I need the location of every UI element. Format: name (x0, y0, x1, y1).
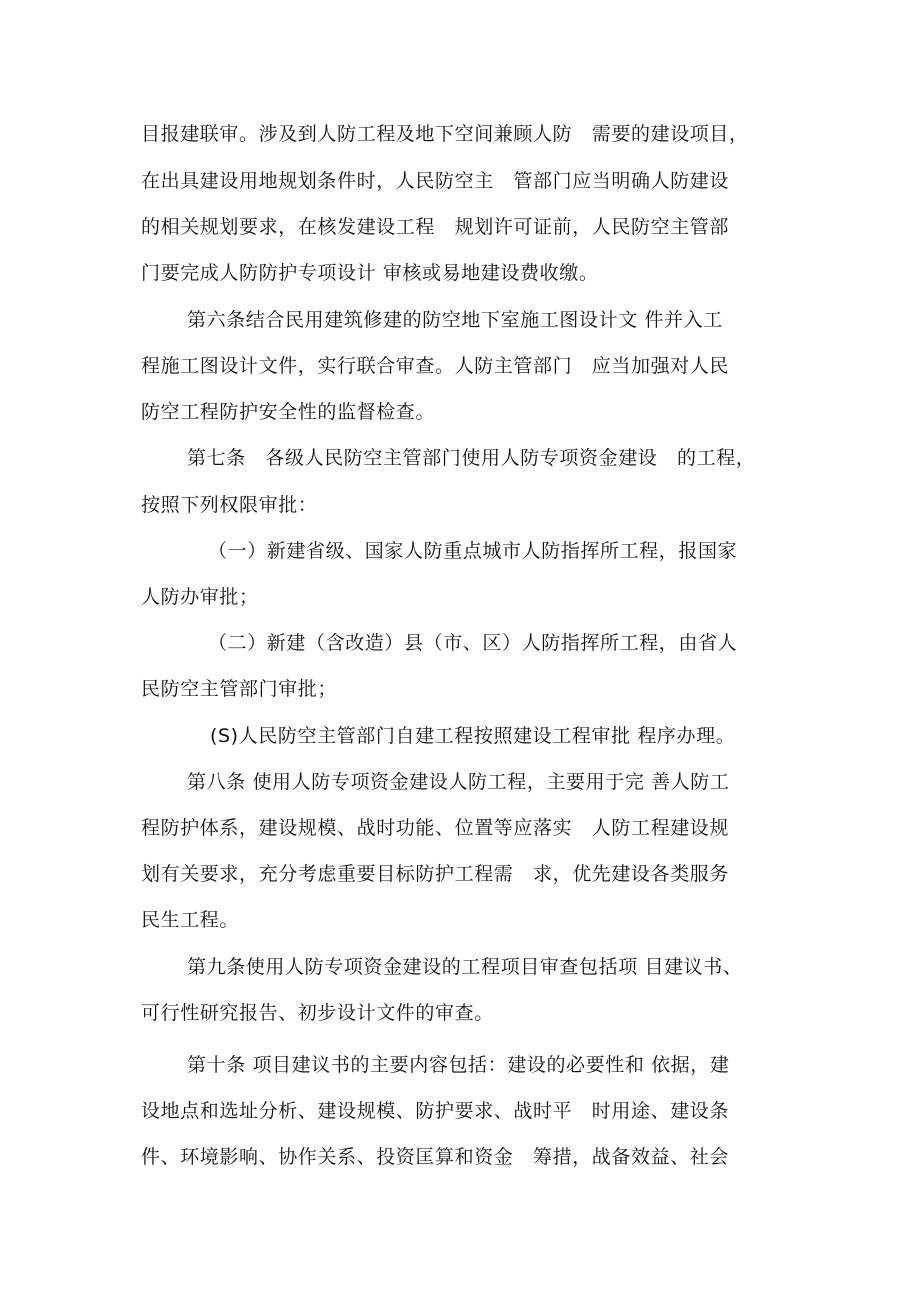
text-line: 目报建联审。涉及到人防工程及地下空间兼顾人防 需要的建设项目， (141, 123, 749, 145)
text-line: （二）新建（含改造）县（市、区）人防指挥所工程，由省人 (208, 632, 738, 654)
text-line: 划有关要求，充分考虑重要目标防护工程需 求，优先建设各类服务 (141, 863, 730, 885)
text-line: 门要完成人防防护专项设计 审核或易地建设费收缴。 (141, 262, 599, 284)
text-line: 第九条使用人防专项资金建设的工程项目审查包括项 目建议书、 (187, 956, 743, 978)
text-line: 可行性研究报告、初步设计文件的审查。 (141, 1002, 494, 1024)
text-line: (S)人民防空主管部门自建工程按照建设工程审批 程序办理。 (210, 725, 736, 747)
text-line: （一）新建省级、国家人防重点城市人防指挥所工程，报国家 (208, 540, 738, 562)
text-line: 在出具建设用地规划条件时，人民防空主 管部门应当明确人防建设 (141, 170, 730, 192)
text-line: 民生工程。 (141, 909, 240, 931)
text-line: 按照下列权限审批： (141, 494, 318, 516)
text-line: 的相关规划要求，在核发建设工程 规划许可证前，人民防空主管部 (141, 216, 730, 238)
text-line: 程施工图设计文件，实行联合审查。人防主管部门 应当加强对人民 (141, 355, 730, 377)
text-line: 件、环境影响、协作关系、投资匡算和资金 筹措，战备效益、社会 (141, 1146, 730, 1168)
text-line: 防空工程防护安全性的监督检查。 (141, 401, 436, 423)
text-line: 民防空主管部门审批； (141, 678, 338, 700)
text-line: 第七条 各级人民防空主管部门使用人防专项资金建设 的工程， (187, 447, 756, 469)
text-line: 人防办审批； (141, 586, 259, 608)
text-line: 程防护体系，建设规模、战时功能、位置等应落实 人防工程建设规 (141, 817, 730, 839)
text-line: 第八条 使用人防专项资金建设人防工程，主要用于完 善人防工 (187, 771, 730, 793)
text-line: 设地点和选址分析、建设规模、防护要求、战时平 时用途、建设条 (141, 1100, 730, 1122)
text-line: 第十条 项目建议书的主要内容包括：建设的必要性和 依据，建 (187, 1054, 730, 1076)
text-line: 第六条结合民用建筑修建的防空地下室施工图设计文 件并入工 (187, 309, 723, 331)
